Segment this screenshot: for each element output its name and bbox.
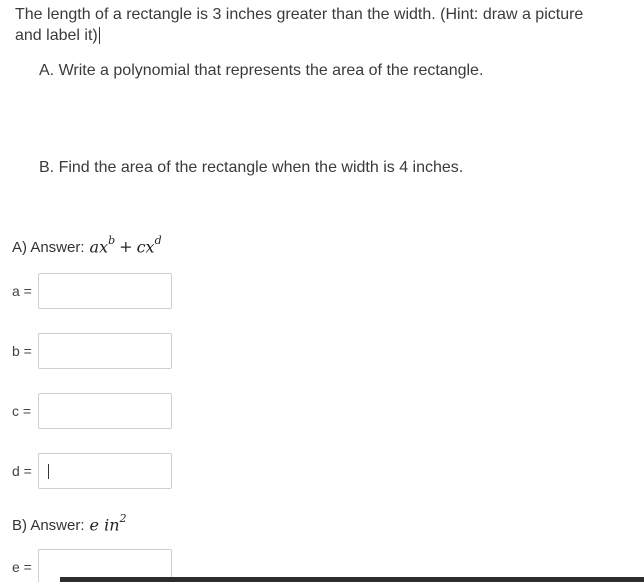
subquestion-b: B. Find the area of the rectangle when the width is 4 inches. (39, 159, 464, 176)
field-d-input[interactable] (38, 453, 172, 489)
subquestion-a: A. Write a polynomial that represents the area of the rectangle. (39, 62, 484, 79)
field-a-label: a = (12, 283, 32, 299)
input-cursor (48, 464, 49, 479)
question-line-2-wrapper (15, 25, 639, 46)
field-c-label: c = (12, 403, 32, 419)
math-b: b (108, 234, 116, 247)
question-text[interactable] (15, 4, 639, 46)
math-exp: 2 (119, 512, 127, 525)
field-row-c (12, 393, 172, 429)
answer-b-label: B) Answer: (12, 517, 85, 535)
field-d-label: d = (12, 463, 32, 479)
math-x1: x (99, 237, 109, 257)
math-unit: in (104, 515, 120, 535)
math-c: c (136, 237, 146, 257)
math-x2: x (145, 237, 155, 257)
text-cursor (99, 27, 100, 44)
field-row-b (12, 333, 172, 369)
math-e: e (89, 515, 99, 535)
answer-b-heading (12, 514, 127, 534)
answer-b-expression (90, 514, 127, 534)
field-row-a (12, 273, 172, 309)
question-line-2: and label it) (15, 27, 98, 44)
answer-a-heading (12, 236, 162, 256)
field-c-input[interactable] (38, 393, 172, 429)
answer-a-expression (90, 236, 162, 256)
math-d: d (154, 234, 162, 247)
question-line-1: The length of a rectangle is 3 inches greater than the width. (Hint: draw a picture (15, 6, 584, 23)
math-plus: + (119, 237, 133, 257)
field-row-d (12, 453, 172, 489)
math-a: a (89, 237, 100, 257)
field-a-input[interactable] (38, 273, 172, 309)
field-b-input[interactable] (38, 333, 172, 369)
answer-a-label: A) Answer: (12, 239, 85, 257)
bottom-bar (60, 577, 644, 582)
field-b-label: b = (12, 343, 32, 359)
field-e-label: e = (12, 559, 32, 575)
